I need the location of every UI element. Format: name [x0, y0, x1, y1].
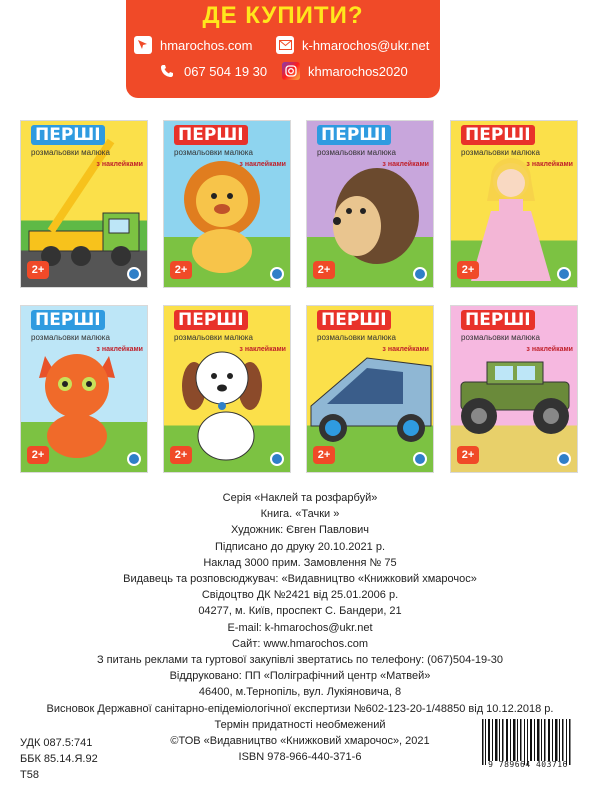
sticker-label: з наклейками [239, 346, 286, 353]
age-badge: 2+ [457, 261, 479, 279]
book-cover-puppy[interactable] [163, 305, 291, 473]
envelope-icon [276, 36, 294, 54]
publisher-logo-icon [127, 267, 141, 281]
barcode-number: 9 789664 403716 [488, 760, 568, 769]
phone-icon [158, 62, 176, 80]
publisher-logo-icon [413, 452, 427, 466]
imprint-line: Художник: Євген Павлович [231, 524, 369, 537]
age-badge: 2+ [27, 261, 49, 279]
website-contact[interactable] [134, 36, 252, 54]
book-series-title: ПЕРШІ [317, 125, 391, 145]
instagram-contact[interactable] [282, 62, 408, 80]
book-cover-futuristic-truck[interactable] [306, 305, 434, 473]
phone-text[interactable]: 067 504 19 30 [184, 63, 268, 79]
bbk-code: ББК 85.14.Я.92 [20, 753, 98, 765]
publisher-logo-icon [270, 267, 284, 281]
book-subtitle: розмальовки малюка [461, 333, 540, 342]
instagram-text[interactable]: khmarochos2020 [308, 63, 408, 79]
imprint-line: Підписано до друку 20.10.2021 р. [214, 540, 386, 553]
imprint-line: ISBN 978-966-440-371-6 [238, 751, 362, 764]
book-series-title: ПЕРШІ [317, 310, 391, 330]
book-subtitle: розмальовки малюка [317, 333, 396, 342]
email-contact[interactable] [276, 36, 429, 54]
imprint-line: Серія «Наклей та розфарбуй» [222, 492, 378, 504]
phone-contact[interactable] [158, 62, 267, 80]
author-mark: Т58 [20, 769, 39, 781]
age-badge: 2+ [313, 261, 335, 279]
publisher-logo-icon [127, 452, 141, 466]
imprint-line: Видавець та розповсюджувач: «Видавництво «Книжковий хмарочос» [123, 573, 477, 586]
age-badge: 2+ [313, 446, 335, 464]
book-cover-princess[interactable] [450, 120, 578, 288]
book-subtitle: розмальовки малюка [31, 148, 110, 157]
imprint-line: З питань реклами та гуртової закупівлі звертатись по телефону: (067)504-19-30 [96, 654, 504, 667]
imprint-line: Наклад 3000 прим. Замовлення № 75 [203, 556, 397, 569]
book-cover-crane-truck[interactable] [20, 120, 148, 288]
age-badge: 2+ [27, 446, 49, 464]
sticker-label: з наклейками [382, 346, 429, 353]
book-cover-lion[interactable] [163, 120, 291, 288]
where-to-buy-banner [126, 0, 440, 98]
book-cover-monster-jeep[interactable] [450, 305, 578, 473]
imprint-line: Свідоцтво ДК №2421 від 25.01.2006 р. [201, 589, 399, 602]
sticker-label: з наклейками [96, 161, 143, 168]
sticker-label: з наклейками [239, 161, 286, 168]
website-text[interactable]: hmarochos.com [160, 37, 253, 53]
classification-codes [20, 735, 98, 783]
imprint-line: E-mail: k-hmarochos@ukr.net [227, 621, 373, 634]
book-cover-hedgehog[interactable] [306, 120, 434, 288]
book-series-title: ПЕРШІ [461, 310, 535, 330]
age-badge: 2+ [170, 446, 192, 464]
imprint-line: ©ТОВ «Видавництво «Книжковий хмарочос», 2021 [170, 735, 430, 748]
book-series-title: ПЕРШІ [174, 310, 248, 330]
imprint-line: Висновок Державної санітарно-епідеміологічної експертизи №602-123-20-1/48850 від 10.12.2018 р. [46, 702, 554, 715]
instagram-icon [282, 62, 300, 80]
sticker-label: з наклейками [382, 161, 429, 168]
age-badge: 2+ [170, 261, 192, 279]
age-badge: 2+ [457, 446, 479, 464]
email-text[interactable]: k-hmarochos@ukr.net [302, 37, 430, 53]
publisher-logo-icon [413, 267, 427, 281]
imprint-line: Книга. «Тачки » [260, 508, 340, 521]
sticker-label: з наклейками [526, 346, 573, 353]
banner-title: ДЕ КУПИТИ? [202, 2, 364, 29]
book-subtitle: розмальовки малюка [174, 333, 253, 342]
publisher-logo-icon [557, 267, 571, 281]
cursor-icon [134, 36, 152, 54]
book-series-title: ПЕРШІ [31, 125, 105, 145]
book-subtitle: розмальовки малюка [461, 148, 540, 157]
udc-code: УДК 087.5:741 [20, 737, 93, 749]
book-subtitle: розмальовки малюка [174, 148, 253, 157]
imprint-line: 04277, м. Київ, проспект С. Бандери, 21 [198, 605, 402, 618]
book-subtitle: розмальовки малюка [317, 148, 396, 157]
book-subtitle: розмальовки малюка [31, 333, 110, 342]
book-series-title: ПЕРШІ [174, 125, 248, 145]
book-series-title: ПЕРШІ [31, 310, 105, 330]
imprint-line: Термін придатності необмежений [214, 718, 386, 731]
imprint-line: Віддруковано: ПП «Поліграфічний центр «Матвей» [169, 670, 431, 683]
book-series-title: ПЕРШІ [461, 125, 535, 145]
sticker-label: з наклейками [526, 161, 573, 168]
imprint-line: Сайт: www.hmarochos.com [231, 637, 368, 650]
sticker-label: з наклейками [96, 346, 143, 353]
book-cover-kitten[interactable] [20, 305, 148, 473]
imprint-line: 46400, м.Тернопіль, вул. Лукіяновича, 8 [198, 686, 402, 699]
publisher-logo-icon [557, 452, 571, 466]
publisher-logo-icon [270, 452, 284, 466]
